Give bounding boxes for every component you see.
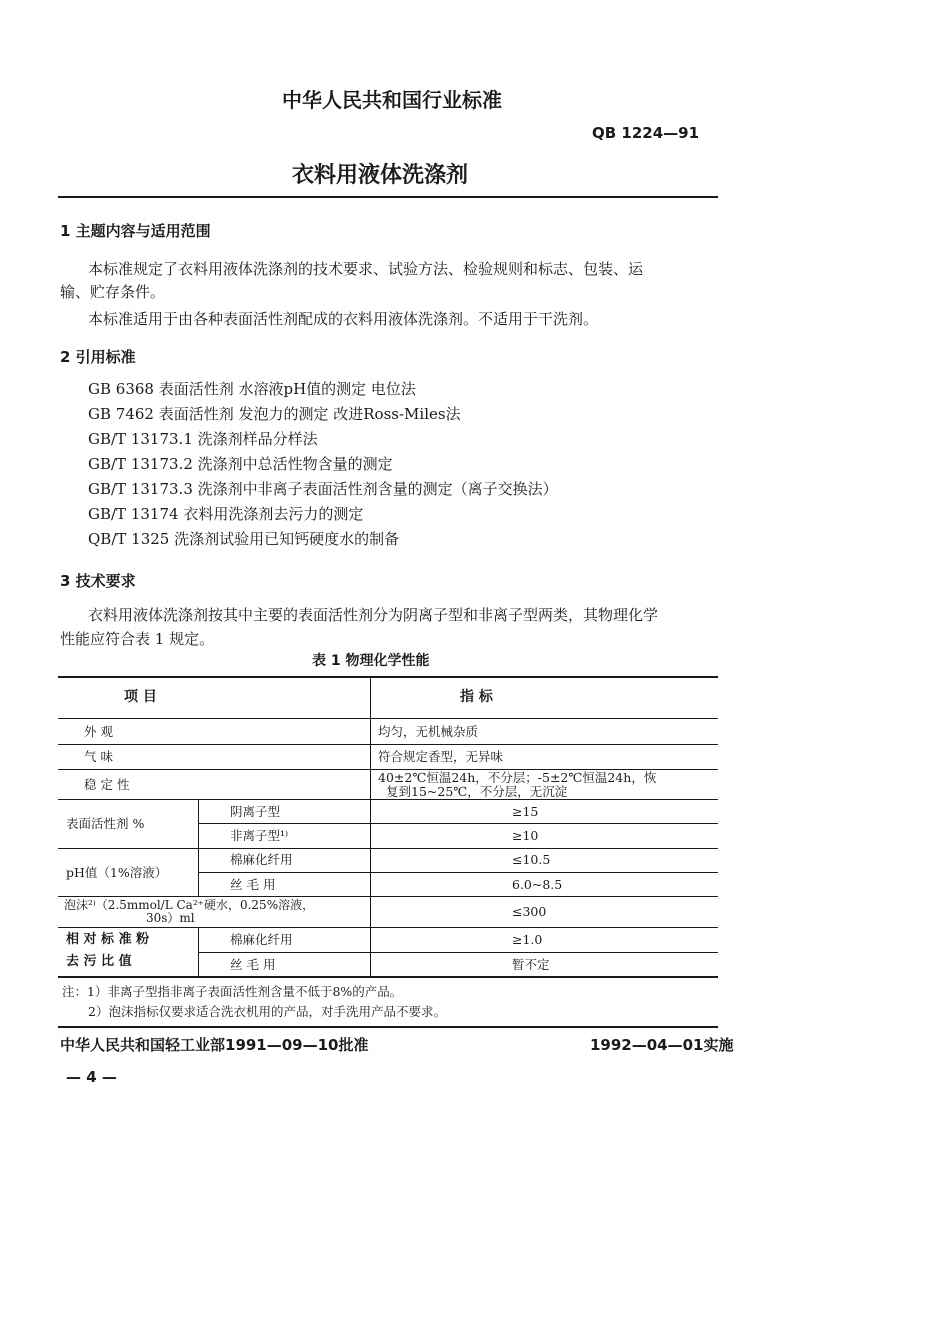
reference-item: QB/T 1325 洗涤剂试验用已知钙硬度水的制备	[88, 530, 400, 548]
effective-date: 1992—04—01实施	[590, 1036, 734, 1054]
section2-heading: 2 引用标准	[60, 348, 136, 366]
table-row-detergency-item-line1: 相 对 标 准 粉	[66, 932, 150, 947]
table-note-1: 注：1）非离子型指非离子表面活性剂含量不低于8%的产品。	[62, 984, 403, 999]
approval-line: 中华人民共和国轻工业部1991—09—10批准	[60, 1036, 369, 1054]
table-row-ph-val1: ≤10.5	[512, 852, 551, 867]
section3-heading: 3 技术要求	[60, 572, 136, 590]
table-row-ph-sub1: 棉麻化纤用	[230, 852, 293, 867]
table-row-foam-item-line2: 30s）ml	[146, 911, 195, 925]
section3-para-line1: 衣料用液体洗涤剂按其中主要的表面活性剂分为阴离子型和非离子型两类，其物理化学	[88, 606, 659, 624]
table-row-surfactant-sub2: 非离子型¹⁾	[230, 828, 289, 843]
page-number: — 4 —	[66, 1068, 117, 1086]
table-row-odor-value: 符合规定香型，无异味	[378, 749, 504, 764]
table-row-ph-sub2: 丝 毛 用	[230, 877, 276, 892]
reference-item: GB/T 13173.2 洗涤剂中总活性物含量的测定	[88, 455, 393, 473]
table-note-2: 2）泡沫指标仅要求适合洗衣机用的产品，对手洗用产品不要求。	[88, 1004, 446, 1019]
table-row-ph-item: pH值（1%溶液）	[66, 865, 168, 880]
reference-item: GB/T 13173.1 洗涤剂样品分样法	[88, 430, 318, 448]
table-header-index: 指 标	[460, 689, 493, 705]
table-row-surfactant-val2: ≥10	[512, 828, 539, 843]
reference-item: GB/T 13173.3 洗涤剂中非离子表面活性剂含量的测定（离子交换法）	[88, 480, 558, 498]
org-title: 中华人民共和国行业标准	[282, 88, 502, 112]
table-header-item: 项 目	[124, 689, 157, 705]
table-caption: 表 1 物理化学性能	[312, 653, 430, 669]
section1-para2: 本标准适用于由各种表面活性剂配成的衣料用液体洗涤剂。不适用于干洗剂。	[88, 310, 599, 328]
reference-item: GB 7462 表面活性剂 发泡力的测定 改进Ross-Miles法	[88, 405, 461, 423]
section1-para1-line2: 输、贮存条件。	[60, 283, 166, 301]
table-row-foam-value: ≤300	[512, 904, 547, 919]
document-title: 衣料用液体洗涤剂	[292, 163, 469, 188]
table-row-detergency-item-line2: 去 污 比 值	[66, 954, 132, 969]
table-row-detergency-val2: 暂不定	[512, 957, 550, 972]
table-row-surfactant-item: 表面活性剂 %	[66, 816, 145, 831]
section1-heading: 1 主题内容与适用范围	[60, 222, 211, 240]
table-row-appearance-item: 外 观	[84, 724, 113, 739]
reference-item: GB/T 13174 衣料用洗涤剂去污力的测定	[88, 505, 364, 523]
table-row-stability-item: 稳 定 性	[84, 777, 130, 792]
section1-para1-line1: 本标准规定了衣料用液体洗涤剂的技术要求、试验方法、检验规则和标志、包装、运	[88, 260, 644, 278]
footer-rule	[58, 1026, 718, 1028]
table-row-ph-val2: 6.0~8.5	[512, 877, 563, 892]
standard-code: QB 1224—91	[592, 124, 700, 142]
table-row-surfactant-val1: ≥15	[512, 804, 539, 819]
table-row-detergency-sub2: 丝 毛 用	[230, 957, 276, 972]
table-row-detergency-sub1: 棉麻化纤用	[230, 932, 293, 947]
table-row-odor-item: 气 味	[84, 749, 113, 764]
table-row-foam-item-line1: 泡沫²⁾（2.5mmol/L Ca²⁺硬水，0.25%溶液，	[64, 898, 315, 912]
table-row-detergency-val1: ≥1.0	[512, 932, 543, 947]
table-row-stability-value-line2: 复到15~25℃，不分层，无沉淀	[386, 784, 568, 799]
table-row-stability-value-line1: 40±2℃恒温24h，不分层；-5±2℃恒温24h，恢	[378, 770, 657, 785]
table-row-surfactant-sub1: 阴离子型	[230, 804, 281, 819]
table-row-appearance-value: 均匀，无机械杂质	[378, 724, 479, 739]
header-rule	[58, 196, 718, 198]
reference-item: GB 6368 表面活性剂 水溶液pH值的测定 电位法	[88, 380, 416, 398]
section3-para-line2: 性能应符合表 1 规定。	[60, 630, 215, 648]
